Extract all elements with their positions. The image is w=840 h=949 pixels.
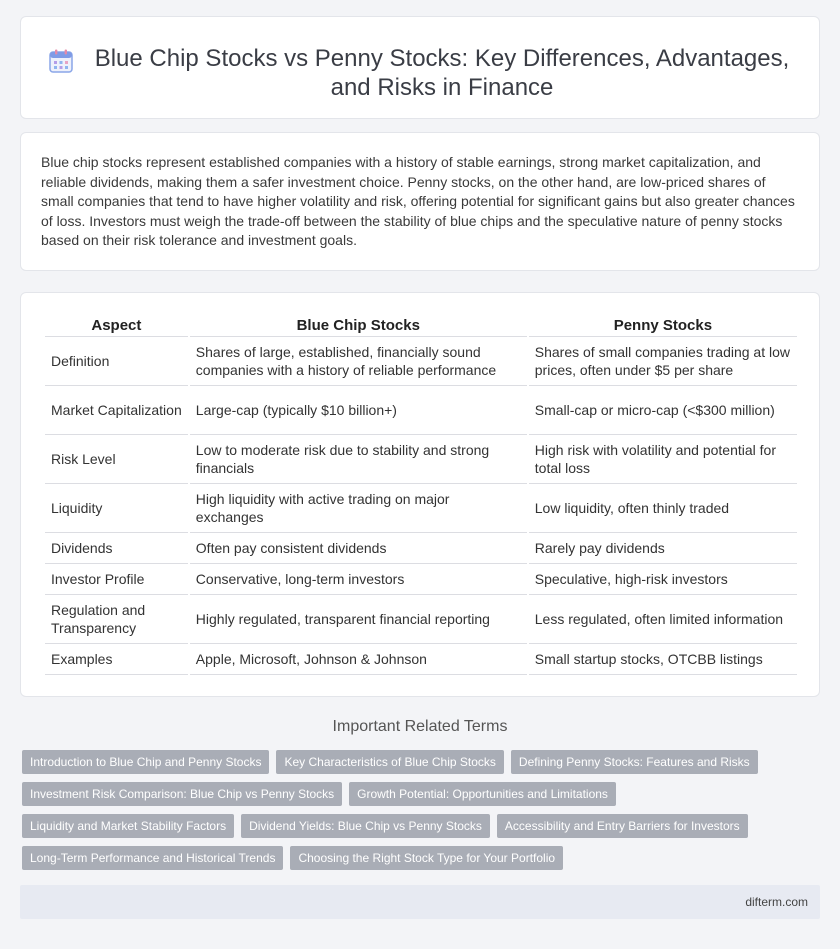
related-tag[interactable]: Introduction to Blue Chip and Penny Stocks [22, 750, 269, 774]
table-row [45, 484, 797, 533]
related-tag[interactable]: Defining Penny Stocks: Features and Risks [511, 750, 758, 774]
cell-aspect: Regulation and Transparency [45, 595, 188, 644]
cell-blue-chip: Large-cap (typically $10 billion+) [190, 386, 527, 435]
cell-aspect: Definition [45, 337, 188, 386]
footer-site-link[interactable]: difterm.com [745, 895, 808, 909]
cell-blue-chip: Highly regulated, transparent financial reporting [190, 595, 527, 644]
related-tag[interactable]: Long-Term Performance and Historical Trends [22, 846, 283, 870]
related-tag[interactable]: Investment Risk Comparison: Blue Chip vs Penny Stocks [22, 782, 342, 806]
related-terms-tags [22, 750, 822, 878]
table-row [45, 533, 797, 564]
cell-penny: Rarely pay dividends [529, 533, 797, 564]
table-row [45, 564, 797, 595]
intro-card [20, 132, 820, 271]
table-row [45, 337, 797, 386]
cell-aspect: Examples [45, 644, 188, 675]
related-terms-title: Important Related Terms [332, 718, 508, 735]
cell-penny: High risk with volatility and potential for total loss [529, 435, 797, 484]
footer [20, 885, 820, 919]
calendar-icon [48, 48, 74, 74]
cell-aspect: Risk Level [45, 435, 188, 484]
header-penny: Penny Stocks [529, 313, 797, 337]
table-row [45, 386, 797, 435]
cell-blue-chip: Apple, Microsoft, Johnson & Johnson [190, 644, 527, 675]
cell-aspect: Dividends [45, 533, 188, 564]
cell-aspect: Investor Profile [45, 564, 188, 595]
cell-penny: Low liquidity, often thinly traded [529, 484, 797, 533]
page-title: Blue Chip Stocks vs Penny Stocks: Key Differences, Advantages, and Risks in Finance [94, 45, 790, 101]
table-row [45, 644, 797, 675]
related-tag[interactable]: Choosing the Right Stock Type for Your Portfolio [290, 846, 563, 870]
related-tag[interactable]: Growth Potential: Opportunities and Limitations [349, 782, 616, 806]
cell-aspect: Liquidity [45, 484, 188, 533]
related-tag[interactable]: Dividend Yields: Blue Chip vs Penny Stocks [241, 814, 490, 838]
comparison-card [20, 292, 820, 697]
cell-penny: Speculative, high-risk investors [529, 564, 797, 595]
cell-penny: Small-cap or micro-cap (<$300 million) [529, 386, 797, 435]
cell-blue-chip: Often pay consistent dividends [190, 533, 527, 564]
related-tag[interactable]: Liquidity and Market Stability Factors [22, 814, 234, 838]
cell-aspect: Market Capitalization [45, 386, 188, 435]
header-blue-chip: Blue Chip Stocks [190, 313, 527, 337]
table-row [45, 435, 797, 484]
intro-paragraph: Blue chip stocks represent established companies with a history of stable earnings, strong market capitalization, and reliable dividends, making them a safer investment choice. Penny stocks, on the other hand, are low-priced shares of small companies that tend to have higher volatility and risk, offering potential for significant gains but also greater chances of loss. Investors must weigh the trade-off between the stability of blue chips and the speculative nature of penny stocks based on their risk tolerance and investment goals. [41, 154, 795, 249]
cell-blue-chip: High liquidity with active trading on major exchanges [190, 484, 527, 533]
cell-blue-chip: Low to moderate risk due to stability and strong financials [190, 435, 527, 484]
table-row [45, 595, 797, 644]
cell-penny: Less regulated, often limited information [529, 595, 797, 644]
title-card [20, 16, 820, 119]
cell-penny: Shares of small companies trading at low prices, often under $5 per share [529, 337, 797, 386]
cell-blue-chip: Shares of large, established, financially sound companies with a history of reliable performance [190, 337, 527, 386]
cell-penny: Small startup stocks, OTCBB listings [529, 644, 797, 675]
comparison-table [43, 313, 799, 675]
related-tag[interactable]: Accessibility and Entry Barriers for Investors [497, 814, 748, 838]
cell-blue-chip: Conservative, long-term investors [190, 564, 527, 595]
header-aspect: Aspect [45, 313, 188, 337]
related-tag[interactable]: Key Characteristics of Blue Chip Stocks [276, 750, 503, 774]
